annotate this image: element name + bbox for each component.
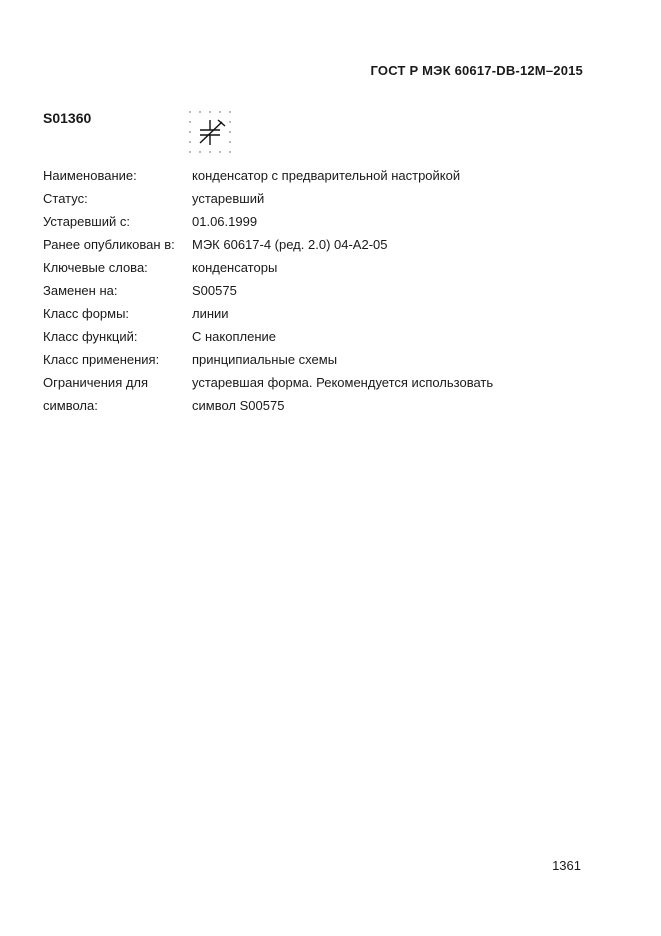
field-row-restrictions-2 [43, 394, 563, 417]
field-label: Ключевые слова: [43, 260, 148, 275]
field-label: Наименование: [43, 168, 137, 183]
field-value: конденсаторы [192, 260, 278, 275]
field-label: Класс применения: [43, 352, 160, 367]
variable-capacitor-preset-icon [188, 110, 234, 160]
field-label: Ранее опубликован в: [43, 237, 175, 252]
field-row-keywords [43, 256, 563, 279]
field-label: Устаревший с: [43, 214, 130, 229]
field-row-function-class [43, 325, 563, 348]
field-value: конденсатор с предварительной настройкой [192, 168, 461, 183]
field-label: Заменен на: [43, 283, 118, 298]
field-value: символ S00575 [192, 398, 285, 413]
field-value: принципиальные схемы [192, 352, 338, 367]
symbol-code: S01360 [43, 110, 92, 126]
field-value: С накопление [192, 329, 276, 344]
field-label: Класс формы: [43, 306, 130, 321]
field-value: устаревший [192, 191, 265, 206]
field-row-restrictions-1 [43, 371, 563, 394]
field-value: МЭК 60617-4 (ред. 2.0) 04-A2-05 [192, 237, 388, 252]
field-label: Класс функций: [43, 329, 138, 344]
field-row-application-class [43, 348, 563, 371]
field-value: S00575 [192, 283, 237, 298]
field-row-status [43, 187, 563, 210]
field-row-obsolete-since [43, 210, 563, 233]
field-value: устаревшая форма. Рекомендуется использовать [192, 375, 494, 390]
page-number: 1361 [552, 858, 581, 873]
field-value: линии [192, 306, 229, 321]
field-label: Ограничения для [43, 375, 149, 390]
document-header: ГОСТ Р МЭК 60617-DB-12M–2015 [370, 63, 583, 78]
field-row-previously-published [43, 233, 563, 256]
field-label: символа: [43, 398, 98, 413]
field-row-replaced-by [43, 279, 563, 302]
field-value: 01.06.1999 [192, 214, 258, 229]
field-row-name [43, 164, 563, 187]
field-row-shape-class [43, 302, 563, 325]
attribute-table [43, 164, 563, 417]
field-label: Статус: [43, 191, 88, 206]
